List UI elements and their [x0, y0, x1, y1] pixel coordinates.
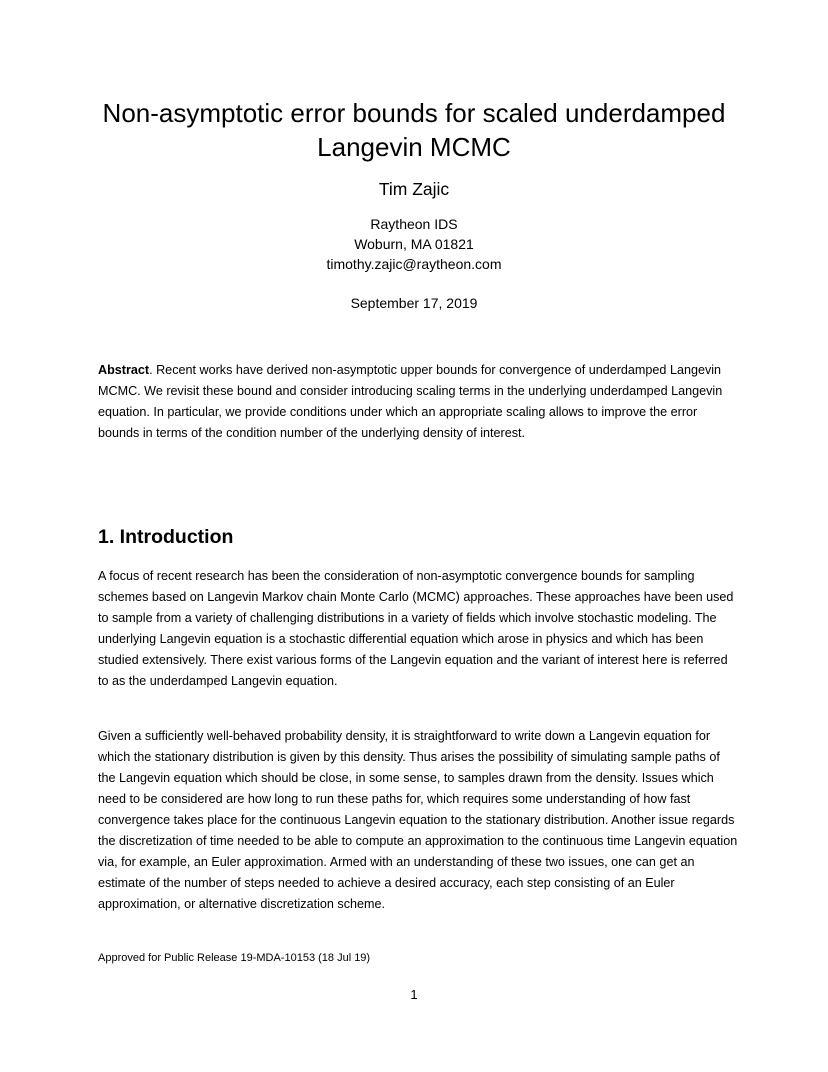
- author-affiliation: [0, 214, 828, 274]
- paper-title: Non-asymptotic error bounds for scaled underdamped Langevin MCMC: [102, 98, 726, 162]
- abstract-text: . Recent works have derived non-asymptotic upper bounds for convergence of underdamped Langevin MCMC. We revisit these bound and consider introducing scaling terms in the underlying underdamped Langevin equation. In particular, we provide conditions under which an appropriate scaling allows to improve the error bounds in terms of the condition number of the underlying density of interest.: [98, 363, 723, 440]
- release-note: Approved for Public Release 19-MDA-10153 (18 Jul 19): [98, 952, 371, 964]
- abstract-label: Abstract: [98, 363, 150, 377]
- section-heading-introduction: 1. Introduction: [98, 526, 234, 548]
- abstract: [98, 360, 738, 444]
- intro-paragraph-1: A focus of recent research has been the consideration of non-asymptotic convergence bounds for sampling schemes based on Langevin Markov chain Monte Carlo (MCMC) approaches. These approaches have been used to sample from a variety of challenging distributions in a variety of fields which involve stochastic modeling. The underlying Langevin equation is a stochastic differential equation which arose in physics and which has been studied extensively. There exist various forms of the Langevin equation and the variant of interest here is referred to as the underdamped Langevin equation.: [98, 569, 734, 688]
- affiliation-org: Raytheon IDS: [370, 216, 458, 232]
- intro-paragraph-2: Given a sufficiently well-behaved probability density, it is straightforward to write down a Langevin equation for which the stationary distribution is given by this density. Thus arises the possibility of simulating sample paths of the Langevin equation which should be close, in some sense, to samples drawn from the density. Issues which need to be considered are how long to run these paths for, which requires some understanding of how fast convergence takes place for the continuous Langevin equation to the stationary distribution. Another issue regards the discretization of time needed to be able to compute an approximation to the continuous time Langevin equation via, for example, an Euler approximation. Armed with an understanding of these two issues, one can get an estimate of the number of steps needed to achieve a desired accuracy, each step consisting of an Euler approximation, or alternative discretization scheme.: [98, 729, 738, 911]
- author-name: Tim Zajic: [378, 179, 450, 199]
- paper-date: September 17, 2019: [350, 295, 478, 311]
- affiliation-address: Woburn, MA 01821: [354, 236, 474, 252]
- affiliation-email: timothy.zajic@raytheon.com: [326, 256, 502, 272]
- page-number: 1: [410, 987, 418, 1002]
